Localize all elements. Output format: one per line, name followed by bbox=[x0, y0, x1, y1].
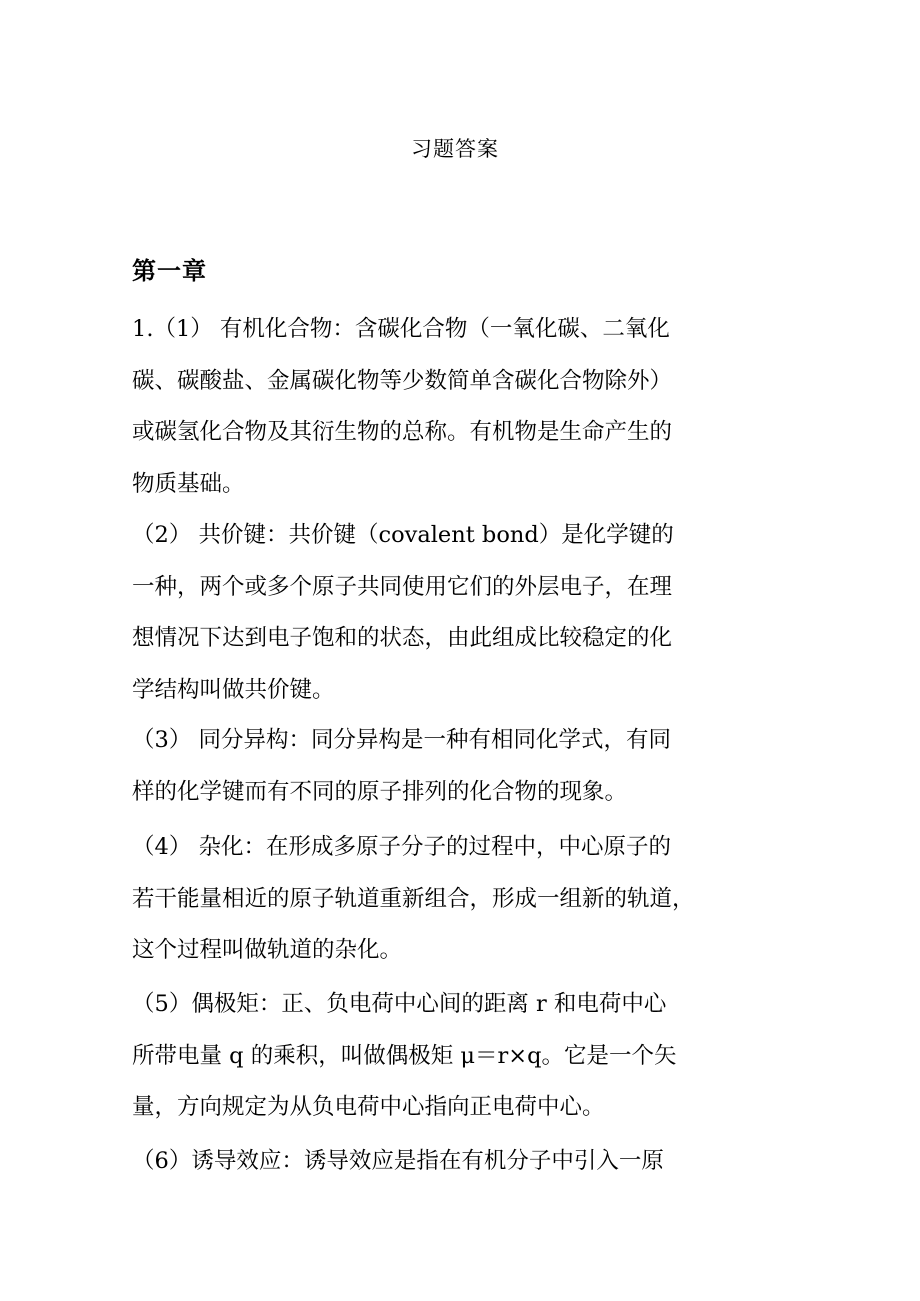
paragraph-line: （4） 杂化：在形成多原子分子的过程中，中心原子的 bbox=[132, 834, 671, 860]
paragraph-line: 量，方向规定为从负电荷中心指向正电荷中心。 bbox=[132, 1094, 605, 1120]
paragraph-line: 所带电量 q 的乘积，叫做偶极矩 μ＝r×q。它是一个矢 bbox=[132, 1042, 677, 1069]
paragraph-3 bbox=[132, 715, 772, 818]
paragraph-line: 碳、碳酸盐、金属碳化物等少数简单含碳化合物除外） bbox=[132, 367, 673, 394]
paragraph-6 bbox=[132, 1136, 772, 1188]
paragraph-2 bbox=[132, 510, 772, 716]
paragraph-line: 1.（1） 有机化合物：含碳化合物（一氧化碳、二氧化 bbox=[132, 316, 670, 342]
paragraph-line: 这个过程叫做轨道的杂化。 bbox=[132, 937, 403, 963]
paragraph-line: （5）偶极矩：正、负电荷中心间的距离 r 和电荷中心 bbox=[132, 991, 667, 1017]
paragraph-line: 样的化学键而有不同的原子排列的化合物的现象。 bbox=[132, 778, 628, 805]
paragraph-line: （3） 同分异构：同分异构是一种有相同化学式，有同 bbox=[132, 727, 671, 753]
paragraph-line: 想情况下达到电子饱和的状态，由此组成比较稳定的化 bbox=[132, 625, 673, 651]
paragraph-line: 或碳氢化合物及其衍生物的总称。有机物是生命产生的 bbox=[132, 419, 673, 445]
paragraph-line: 学结构叫做共价键。 bbox=[132, 676, 335, 703]
paragraph-line: 物质基础。 bbox=[132, 470, 245, 497]
paragraph-5 bbox=[132, 979, 772, 1134]
document-title: 习题答案 bbox=[411, 137, 499, 161]
chapter-heading: 第一章 bbox=[132, 257, 207, 285]
paragraph-line: 若干能量相近的原子轨道重新组合，形成一组新的轨道， bbox=[132, 885, 695, 912]
paragraph-4 bbox=[132, 822, 772, 977]
paragraph-line: 一种，两个或多个原子共同使用它们的外层电子，在理 bbox=[132, 573, 673, 600]
paragraph-line: （2） 共价键：共价键（covalent bond）是化学键的 bbox=[132, 522, 674, 548]
paragraph-1 bbox=[132, 304, 772, 510]
paragraph-line: （6）诱导效应：诱导效应是指在有机分子中引入一原 bbox=[132, 1148, 664, 1174]
